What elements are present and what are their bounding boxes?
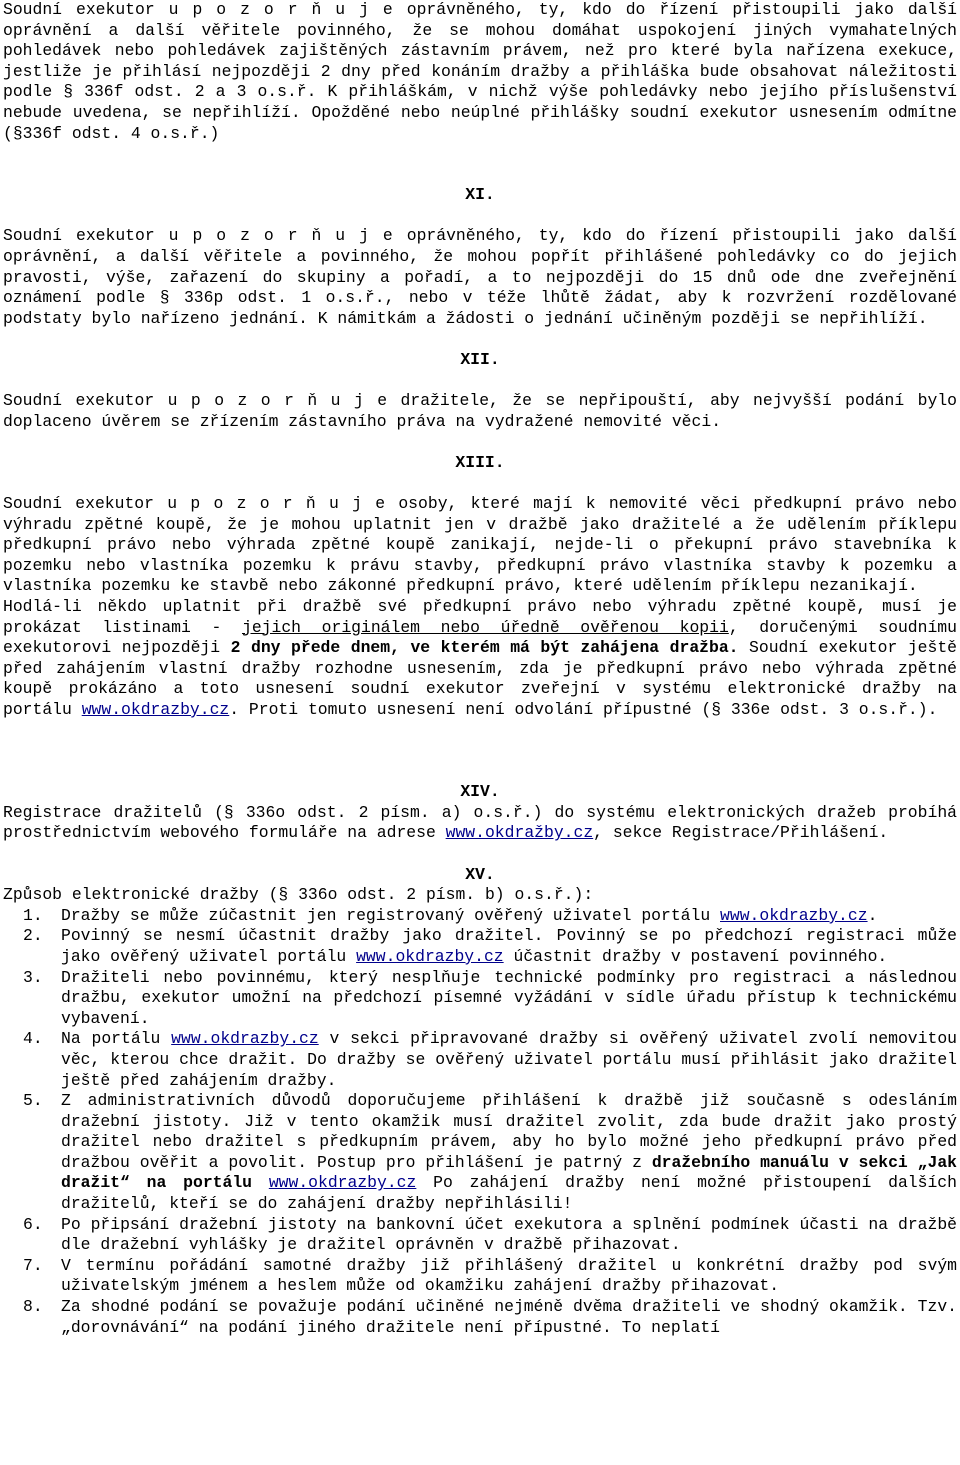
list-item xyxy=(3,1215,957,1256)
underlined-requirement: jejich originálem nebo úředně ověřenou kopii xyxy=(241,617,729,637)
section-11-heading: XI. xyxy=(465,185,495,205)
text-run: Dražiteli nebo povinnému, který nesplňuje technické podmínky pro registraci a následnou dražbu, exekutor umožní na předchozí písemné vyžádání v sídle úřadu přístup k technickému vybavení. xyxy=(61,967,957,1028)
text-run: Hodlá-li někdo uplatnit při dražbě své předkupní právo nebo výhradu zpětné koupě, musí je prokázat listinami - xyxy=(3,597,957,637)
text-run: Po zahájení dražby není možné přistoupení dalších dražitelů, kteří se do zahájení dražby nepřihlásili! xyxy=(61,1173,957,1214)
section-12-paragraph: Soudní exekutor u p o z o r ň u j e dražitele, že se nepřipouští, aby nejvyšší podání bylo doplaceno úvěrem se zřízením zástavního práva na vydražené nemovité věci. xyxy=(3,391,957,431)
text-run: Z administrativních důvodů doporučujeme přihlášení k dražbě již současně s odesláním dražební jistoty. Již v tento okamžik musí dražitel zvolit, zda bude dražit jako prostý dražitel nebo dražitel s předkupním právem, aby ho bylo možné jeho předkupní právo před dražbou ověřit a povolit. Postup pro přihlášení je patrný z xyxy=(61,1091,957,1172)
text-run: Dražby se může zúčastnit jen registrovaný ověřený uživatel portálu xyxy=(61,905,721,925)
portal-link[interactable]: www.okdrazby.cz xyxy=(171,1029,319,1049)
section-10-paragraph: Soudní exekutor u p o z o r ň u j e oprávněného, ty, kdo do řízení přistoupili jako další oprávnění a další věřitele povinného, že se mohou domáhat uspokojení jiných vymahatelných pohledávek nebo pohledávek zajištěných zástavním právem, než pro které byla nařízena exekuce, jestliže je přihlásí nejpozději 2 dny před konáním dražby a přihláška bude obsahovat náležitosti podle § 336f odst. 2 a 3 o.s.ř. K přihláškám, v nichž výše pohledávky nebo jejího příslušenství nebude uvedena, se nepřihlíží. Opožděné nebo neúplné přihlášky soudní exekutor usnesením odmítne (§336f odst. 4 o.s.ř.) xyxy=(3,0,957,143)
list-number: 8. xyxy=(23,1297,43,1317)
section-13-paragraph-1: Soudní exekutor u p o z o r ň u j e osoby, které mají k nemovité věci předkupní právo nebo výhradu zpětné koupě, že je mohou uplatnit jen v dražbě jako dražitelé a že udělením příklepu předkupní právo nebo výhrada zpětné koupě zanikají, nejde-li o překupní právo stavebníka k pozemku nebo vlastníka pozemku k právu stavby, předkupní právo vlastníka stavby k pozemku a vlastníka pozemku ke stavbě nebo zákonné předkupní právo, které udělením příklepu nezanikají. xyxy=(3,494,957,596)
portal-link[interactable]: www.okdrazby.cz xyxy=(720,905,868,925)
list-number: 1. xyxy=(23,905,43,925)
document-page xyxy=(3,0,957,1338)
list-item xyxy=(3,1256,957,1297)
text-run: Soudní exekutor ještě před zahájením vlastní dražby rozhodne usnesením, zda je předkupní právo nebo výhrada zpětné koupě prokázáno a toto usnesení soudní exekutor zveřejní v systému elektronické dražby na portálu xyxy=(3,638,957,719)
list-item xyxy=(3,926,957,967)
text-run: , doručenými soudnímu exekutorovi nejpozději xyxy=(3,617,957,658)
section-15-heading: XV. xyxy=(465,864,495,884)
auction-rules-list xyxy=(3,906,957,1338)
list-number: 3. xyxy=(23,967,43,987)
section-13-paragraph-2 xyxy=(3,597,957,721)
portal-link[interactable]: www.okdrazby.cz xyxy=(81,700,230,719)
list-number: 6. xyxy=(23,1214,43,1234)
text-run: účastnit dražby v postavení povinného. xyxy=(503,946,888,966)
list-number: 4. xyxy=(23,1029,43,1049)
text-run: Na portálu xyxy=(61,1029,172,1049)
text-run: Registrace dražitelů (§ 336o odst. 2 písm. a) o.s.ř.) do systému elektronických dražeb probíhá prostřednictvím webového formuláře na adrese xyxy=(3,802,957,843)
text-run: , sekce Registrace/Přihlášení. xyxy=(593,823,889,843)
section-14-heading: XIV. xyxy=(460,782,500,802)
list-item xyxy=(3,968,957,1030)
portal-link[interactable]: www.okdrazby.cz xyxy=(268,1173,417,1193)
text-run: Povinný se nesmí účastnit dražby jako dražitel. Povinný se po předchozí registraci může jako ověřený uživatel portálu xyxy=(61,926,957,966)
text-run: . xyxy=(867,905,878,925)
registration-link[interactable]: www.okdražby.cz xyxy=(445,823,594,843)
list-number: 2. xyxy=(23,926,43,946)
list-number: 5. xyxy=(23,1091,43,1111)
section-11-paragraph: Soudní exekutor u p o z o r ň u j e oprávněného, ty, kdo do řízení přistoupili jako další oprávnění, a další věřitele a povinného, že mohou popřít přihlášené pohledávky co do jejich pravosti, výše, zařazení do skupiny a pořadí, a to nejpozději do 15 dnů ode dne zveřejnění oznámení podle § 336p odst. 1 o.s.ř., nebo v téže lhůtě žádat, aby k rozvržení rozdělované podstaty bylo nařízeno jednání. K námitkám a žádosti o jednání učiněným později se nepřihlíží. xyxy=(3,226,957,328)
section-12-heading: XII. xyxy=(460,349,500,369)
list-item xyxy=(3,1091,957,1215)
manual-reference-bold: dražebního manuálu v sekci „Jak dražit“ na portálu xyxy=(61,1152,957,1193)
list-number: 7. xyxy=(23,1255,43,1275)
text-run: v sekci připravované dražby si ověřený uživatel zvolí nemovitou věc, kterou chce dražit. Do dražby se ověřený uživatel portálu musí přihlásit jako dražitel ještě před zahájením dražby. xyxy=(61,1029,957,1090)
portal-link[interactable]: www.okdrazby.cz xyxy=(356,946,504,966)
section-15-intro: Způsob elektronické dražby (§ 336o odst. 2 písm. b) o.s.ř.): xyxy=(3,885,594,905)
section-13-heading: XIII. xyxy=(455,452,505,472)
text-run: . Proti tomuto usnesení není odvolání přípustné (§ 336e odst. 3 o.s.ř.). xyxy=(229,700,938,719)
list-item xyxy=(3,906,957,927)
list-item xyxy=(3,1297,957,1338)
text-run xyxy=(252,1173,269,1192)
text-run: Po připsání dražební jistoty na bankovní účet exekutora a splnění podmínek účasti na dražbě dle dražební vyhlášky je dražitel oprávněn v dražbě přihazovat. xyxy=(61,1214,957,1255)
list-item xyxy=(3,1029,957,1091)
text-run: Za shodné podání se považuje podání učiněné nejméně dvěma dražiteli ve shodný okamžik. Tzv. „dorovnávání“ na podání jiného dražitele není přípustné. To neplatí xyxy=(61,1297,957,1337)
section-14-paragraph xyxy=(3,803,957,844)
text-run: V termínu pořádání samotné dražby již přihlášený dražitel u konkrétní dražby pod svým uživatelským jménem a heslem může od okamžiku zahájení dražby přihazovat. xyxy=(61,1255,957,1296)
deadline-bold: 2 dny přede dnem, ve kterém má být zahájena dražba. xyxy=(230,638,739,658)
